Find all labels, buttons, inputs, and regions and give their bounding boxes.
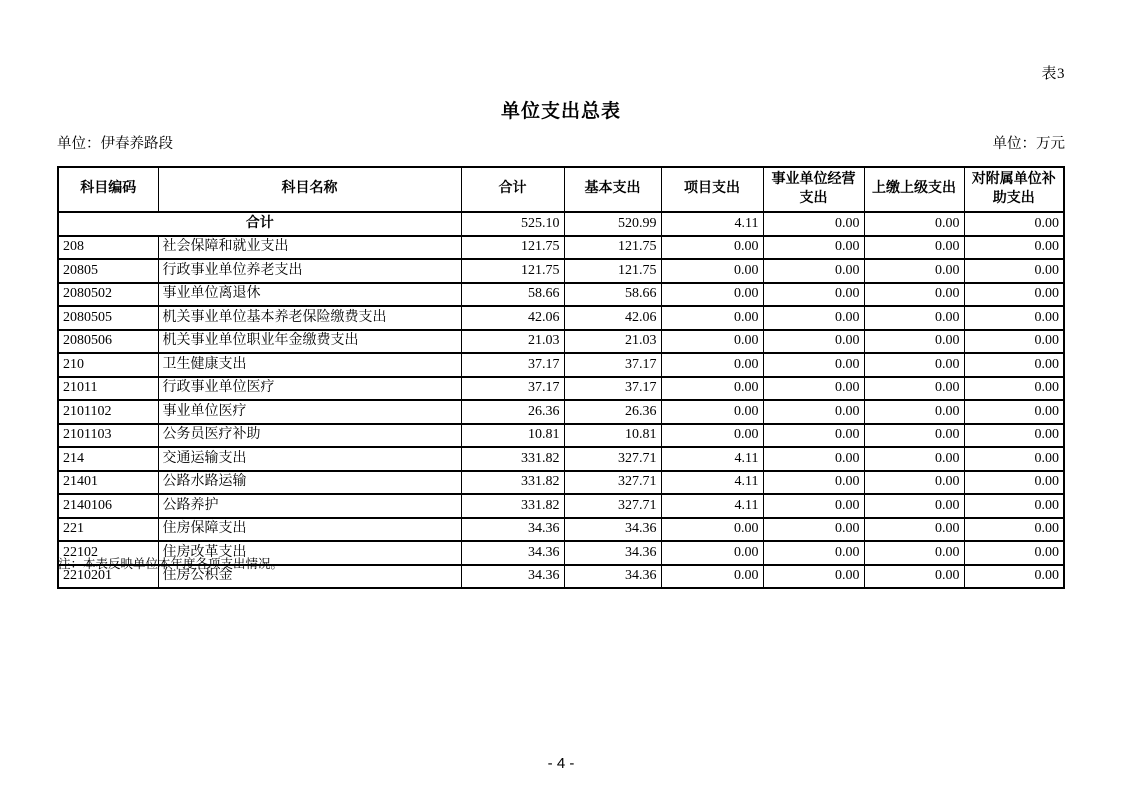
column-header: 对附属单位补助支出 [964, 167, 1064, 212]
value-cell: 0.00 [763, 306, 864, 330]
subject-name-cell: 住房保障支出 [158, 518, 461, 542]
total-value-cell: 4.11 [661, 212, 763, 236]
table-row [58, 353, 1064, 377]
value-cell: 37.17 [564, 353, 661, 377]
subject-name-cell: 社会保障和就业支出 [158, 236, 461, 260]
value-cell: 26.36 [461, 400, 564, 424]
table-row [58, 424, 1064, 448]
value-cell: 0.00 [864, 259, 964, 283]
value-cell: 4.11 [661, 471, 763, 495]
subject-code-cell: 221 [58, 518, 158, 542]
subject-name-cell: 事业单位医疗 [158, 400, 461, 424]
value-cell: 327.71 [564, 494, 661, 518]
value-cell: 0.00 [763, 330, 864, 354]
value-cell: 0.00 [763, 377, 864, 401]
value-cell: 4.11 [661, 447, 763, 471]
value-cell: 34.36 [461, 541, 564, 565]
subject-code-cell: 21011 [58, 377, 158, 401]
unit-measure-label: 单位：万元 [992, 136, 1065, 152]
value-cell: 58.66 [461, 283, 564, 307]
value-cell: 0.00 [763, 236, 864, 260]
value-cell: 26.36 [564, 400, 661, 424]
table-row [58, 518, 1064, 542]
value-cell: 0.00 [864, 400, 964, 424]
table-row [58, 471, 1064, 495]
value-cell: 0.00 [661, 236, 763, 260]
value-cell: 10.81 [461, 424, 564, 448]
value-cell: 0.00 [864, 330, 964, 354]
value-cell: 0.00 [661, 353, 763, 377]
value-cell: 42.06 [461, 306, 564, 330]
total-row-label: 合计 [58, 212, 461, 236]
subject-code-cell: 208 [58, 236, 158, 260]
table-row [58, 306, 1064, 330]
value-cell: 21.03 [564, 330, 661, 354]
value-cell: 0.00 [864, 518, 964, 542]
value-cell: 0.00 [964, 424, 1064, 448]
table-row [58, 400, 1064, 424]
value-cell: 0.00 [864, 283, 964, 307]
total-value-cell: 525.10 [461, 212, 564, 236]
value-cell: 21.03 [461, 330, 564, 354]
subject-code-cell: 20805 [58, 259, 158, 283]
value-cell: 0.00 [964, 306, 1064, 330]
subject-name-cell: 公路水路运输 [158, 471, 461, 495]
subject-code-cell: 2101102 [58, 400, 158, 424]
subject-name-cell: 住房改革支出 [158, 541, 461, 565]
value-cell: 0.00 [763, 565, 864, 589]
column-header: 上缴上级支出 [864, 167, 964, 212]
value-cell: 0.00 [964, 283, 1064, 307]
value-cell: 0.00 [763, 541, 864, 565]
value-cell: 0.00 [763, 447, 864, 471]
value-cell: 37.17 [564, 377, 661, 401]
value-cell: 0.00 [763, 353, 864, 377]
value-cell: 0.00 [864, 306, 964, 330]
subject-name-cell: 机关事业单位基本养老保险缴费支出 [158, 306, 461, 330]
column-header: 科目编码 [58, 167, 158, 212]
subject-name-cell: 公务员医疗补助 [158, 424, 461, 448]
column-header: 事业单位经营支出 [763, 167, 864, 212]
subject-code-cell: 2080506 [58, 330, 158, 354]
value-cell: 0.00 [964, 330, 1064, 354]
header-row [58, 167, 1064, 212]
subject-name-cell: 事业单位离退休 [158, 283, 461, 307]
subject-code-cell: 210 [58, 353, 158, 377]
value-cell: 0.00 [864, 471, 964, 495]
value-cell: 0.00 [661, 377, 763, 401]
subject-code-cell: 21401 [58, 471, 158, 495]
total-value-cell: 0.00 [964, 212, 1064, 236]
value-cell: 0.00 [864, 236, 964, 260]
subject-name-cell: 行政事业单位医疗 [158, 377, 461, 401]
subject-code-cell: 214 [58, 447, 158, 471]
subject-code-cell: 2080505 [58, 306, 158, 330]
unit-info-row [57, 132, 1065, 153]
value-cell: 37.17 [461, 353, 564, 377]
total-row [58, 212, 1064, 236]
subject-code-cell: 2140106 [58, 494, 158, 518]
value-cell: 4.11 [661, 494, 763, 518]
value-cell: 0.00 [763, 259, 864, 283]
value-cell: 121.75 [564, 259, 661, 283]
value-cell: 0.00 [964, 400, 1064, 424]
value-cell: 0.00 [661, 330, 763, 354]
table-row [58, 283, 1064, 307]
value-cell: 0.00 [964, 236, 1064, 260]
value-cell: 331.82 [461, 471, 564, 495]
subject-name-cell: 机关事业单位职业年金缴费支出 [158, 330, 461, 354]
value-cell: 0.00 [763, 494, 864, 518]
value-cell: 34.36 [564, 518, 661, 542]
subject-code-cell: 2210201 [58, 565, 158, 589]
subject-name-cell: 卫生健康支出 [158, 353, 461, 377]
value-cell: 327.71 [564, 471, 661, 495]
value-cell: 34.36 [564, 565, 661, 589]
value-cell: 0.00 [864, 565, 964, 589]
value-cell: 331.82 [461, 494, 564, 518]
value-cell: 0.00 [763, 400, 864, 424]
value-cell: 0.00 [964, 447, 1064, 471]
table-row [58, 259, 1064, 283]
value-cell: 34.36 [564, 541, 661, 565]
value-cell: 58.66 [564, 283, 661, 307]
value-cell: 37.17 [461, 377, 564, 401]
value-cell: 0.00 [763, 518, 864, 542]
value-cell: 0.00 [661, 259, 763, 283]
value-cell: 42.06 [564, 306, 661, 330]
value-cell: 0.00 [763, 283, 864, 307]
table-body [58, 212, 1064, 588]
table-row [58, 330, 1064, 354]
subject-code-cell: 2101103 [58, 424, 158, 448]
page-number: - 4 - [547, 755, 575, 772]
value-cell: 0.00 [661, 541, 763, 565]
value-cell: 0.00 [661, 565, 763, 589]
page-title: 单位支出总表 [500, 101, 621, 122]
table-row [58, 494, 1064, 518]
value-cell: 0.00 [661, 400, 763, 424]
value-cell: 0.00 [661, 306, 763, 330]
subject-name-cell: 行政事业单位养老支出 [158, 259, 461, 283]
value-cell: 0.00 [763, 471, 864, 495]
expenditure-table [57, 166, 1065, 589]
value-cell: 0.00 [864, 494, 964, 518]
total-value-cell: 0.00 [864, 212, 964, 236]
value-cell: 0.00 [864, 424, 964, 448]
value-cell: 0.00 [964, 518, 1064, 542]
value-cell: 0.00 [964, 353, 1064, 377]
value-cell: 0.00 [964, 541, 1064, 565]
table-row [58, 447, 1064, 471]
value-cell: 0.00 [964, 565, 1064, 589]
value-cell: 0.00 [864, 353, 964, 377]
value-cell: 0.00 [964, 471, 1064, 495]
subject-name-cell: 公路养护 [158, 494, 461, 518]
table-row [58, 377, 1064, 401]
subject-code-cell: 22102 [58, 541, 158, 565]
subject-name-cell: 交通运输支出 [158, 447, 461, 471]
value-cell: 0.00 [864, 377, 964, 401]
value-cell: 0.00 [964, 377, 1064, 401]
column-header: 科目名称 [158, 167, 461, 212]
value-cell: 0.00 [964, 259, 1064, 283]
value-cell: 10.81 [564, 424, 661, 448]
column-header: 项目支出 [661, 167, 763, 212]
value-cell: 0.00 [864, 447, 964, 471]
total-value-cell: 520.99 [564, 212, 661, 236]
value-cell: 0.00 [964, 494, 1064, 518]
value-cell: 0.00 [763, 424, 864, 448]
table-note: 注：本表反映单位本年度各项支出情况。 [58, 557, 284, 571]
value-cell: 121.75 [461, 259, 564, 283]
value-cell: 34.36 [461, 565, 564, 589]
value-cell: 331.82 [461, 447, 564, 471]
total-value-cell: 0.00 [763, 212, 864, 236]
sheet-label: 表3 [1041, 66, 1065, 82]
value-cell: 121.75 [461, 236, 564, 260]
column-header: 合计 [461, 167, 564, 212]
value-cell: 0.00 [661, 424, 763, 448]
value-cell: 0.00 [661, 283, 763, 307]
column-header: 基本支出 [564, 167, 661, 212]
value-cell: 0.00 [661, 518, 763, 542]
value-cell: 34.36 [461, 518, 564, 542]
subject-code-cell: 2080502 [58, 283, 158, 307]
table-row [58, 236, 1064, 260]
value-cell: 0.00 [864, 541, 964, 565]
unit-name-label: 单位：伊春养路段 [57, 136, 173, 152]
subject-name-cell: 住房公积金 [158, 565, 461, 589]
value-cell: 121.75 [564, 236, 661, 260]
value-cell: 327.71 [564, 447, 661, 471]
